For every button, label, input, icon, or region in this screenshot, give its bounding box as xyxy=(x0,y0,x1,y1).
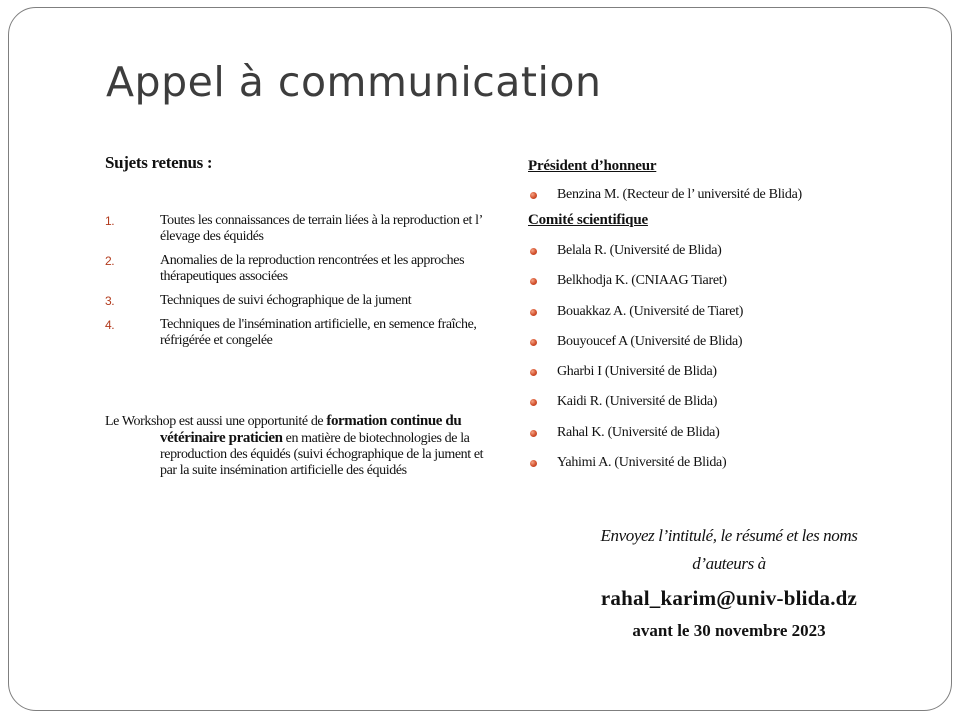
committee-heading: Comité scientifique xyxy=(528,212,648,228)
topic-text: Techniques de suivi échographique de la jument xyxy=(160,293,412,308)
committee-member xyxy=(528,425,888,455)
honor-list xyxy=(528,187,888,203)
bullet-icon xyxy=(530,369,537,376)
submission-instruction-2: d’auteurs à xyxy=(692,554,766,573)
member-name: Bouyoucef A (Université de Blida) xyxy=(557,333,743,349)
committee-member xyxy=(528,304,888,334)
bullet-icon xyxy=(530,309,537,316)
left-column xyxy=(105,153,490,493)
bullet-icon xyxy=(530,248,537,255)
committee-member xyxy=(528,394,888,424)
honor-member xyxy=(528,187,888,203)
committee-member xyxy=(528,455,888,485)
bullet-icon xyxy=(530,399,537,406)
subjects-heading: Sujets retenus : xyxy=(105,153,213,172)
deadline-text: avant le 30 novembre 2023 xyxy=(632,621,826,640)
workshop-intro: Le Workshop est aussi une opportunité de xyxy=(105,414,327,429)
honor-heading: Président d’honneur xyxy=(528,158,657,174)
member-name: Belkhodja K. (CNIAAG Tiaret) xyxy=(557,273,727,289)
committee-member xyxy=(528,364,888,394)
topic-item xyxy=(105,293,490,309)
topic-item xyxy=(105,253,490,285)
bullet-icon xyxy=(530,430,537,437)
bullet-icon xyxy=(530,460,537,467)
committee-member xyxy=(528,273,888,303)
topics-list xyxy=(105,213,490,349)
submission-callout xyxy=(528,522,930,641)
committee-member xyxy=(528,334,888,364)
bullet-icon xyxy=(530,192,537,199)
workshop-highlight: formation continue du vétérinaire praticien xyxy=(160,413,462,446)
member-name: Benzina M. (Recteur de l’ université de Blida) xyxy=(557,187,802,202)
submission-instruction: Envoyez l’intitulé, le résumé et les noms xyxy=(600,526,858,545)
topic-number: 2. xyxy=(105,254,115,268)
bullet-icon xyxy=(530,339,537,346)
topic-number: 1. xyxy=(105,214,115,228)
member-name: Belala R. (Université de Blida) xyxy=(557,243,722,258)
topic-number: 4. xyxy=(105,318,115,332)
member-name: Bouakkaz A. (Université de Tiaret) xyxy=(557,303,744,319)
bullet-icon xyxy=(530,278,537,285)
committee-list xyxy=(528,243,888,485)
member-name: Gharbi I (Université de Blida) xyxy=(557,364,717,380)
topic-text: Anomalies de la reproduction rencontrées et les approches thérapeutiques associées xyxy=(160,253,465,284)
topic-text: Techniques de l'insémination artificielle, en semence fraîche, réfrigérée et congelée xyxy=(160,317,477,348)
committee-member xyxy=(528,243,888,273)
member-name: Yahimi A. (Université de Blida) xyxy=(557,455,727,471)
workshop-rest: en matière de biotechnologies de la reproduction des équidés (suivi échographique de la jument et par la suite insémination artificielle des équidés xyxy=(160,431,484,478)
member-name: Kaidi R. (Université de Blida) xyxy=(557,394,718,410)
topic-item xyxy=(105,213,490,245)
topic-item xyxy=(105,317,490,349)
workshop-paragraph xyxy=(105,413,490,479)
member-name: Rahal K. (Université de Blida) xyxy=(557,424,720,440)
right-column xyxy=(528,158,888,485)
contact-email: rahal_karim@univ-blida.dz xyxy=(600,586,858,610)
topic-text: Toutes les connaissances de terrain liées à la reproduction et l’ élevage des équidés xyxy=(160,213,482,244)
slide-title: Appel à communication xyxy=(106,58,602,106)
topic-number: 3. xyxy=(105,294,115,308)
